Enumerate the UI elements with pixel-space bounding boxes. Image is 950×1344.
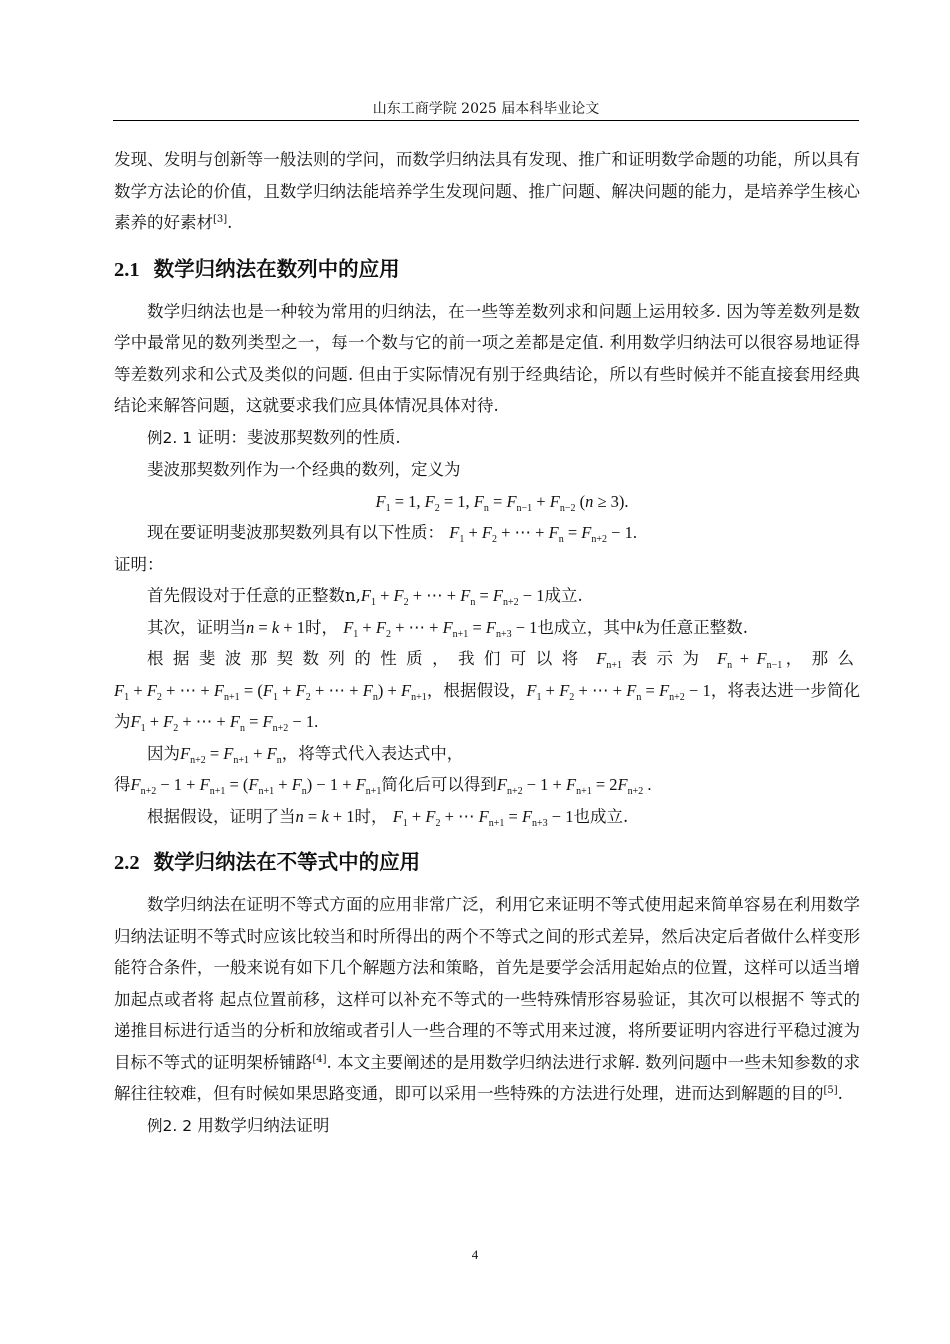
step-2-text-d: 为任意正整数. (643, 617, 748, 637)
step-6-text-a: 根据假设，证明了当 (147, 806, 296, 826)
citation: [4] (312, 1053, 327, 1065)
step-4-text-a: 因为 (147, 743, 180, 763)
section-number: 2.1 (114, 258, 140, 281)
step-5-text-a: 得 (114, 775, 131, 794)
step-6-text-c: 也成立. (573, 806, 629, 826)
section-heading-2-2 (114, 846, 860, 879)
step-3-text-c: ，那么 (782, 649, 861, 668)
section-number: 2.2 (114, 852, 140, 874)
step-5-equation-a: $F_{n+2} - 1 + F_{n+1} = (F_{n+1} + F_n) - 1 + F_{n+1}$ (130, 775, 382, 797)
step-2-text-a: 其次，证明当 (147, 617, 246, 637)
intro-end: . (227, 213, 233, 232)
definition-intro: 斐波那契数列作为一个经典的数列，定义为 (147, 460, 461, 479)
step-2-text-c: 也成立，其中 (537, 617, 637, 637)
step-3-equation-c: $F_1 + F_2$ + ⋯ + $F_n = F_{n+2} - 1$. (130, 712, 319, 734)
page-header: 山东工商学院 2025 届本科毕业论文 (372, 101, 600, 117)
inductive-hypothesis-equation: $F_1 + F_2$ + ⋯ + $F_n = F_{n+2} - 1$ (360, 586, 545, 608)
step-3-equation-a: $F_1 + F_2$ + ⋯ + $F_{n+1} = (F_1 + F_2$ + ⋯ + $F_n) + F_{n+1}$ (114, 680, 427, 703)
fibonacci-definition-equation: $F_1 = 1$, $F_2 = 1$, $F_n = F_{n-1} + F_{n-2}$ (n ≥ 3). (375, 491, 629, 514)
proof-step-6: 根据假设，证明了当n = k + 1时， $F_1 + F_2$ + ⋯ $F_{n+1} = F_{n+3} - 1$也成立. (147, 806, 629, 829)
section-title: 数学归纳法在不等式中的应用 (153, 850, 421, 874)
step-1-text: 首先假设对于任意的正整数n, (147, 586, 361, 605)
step-5-equation-b: $F_{n+2} - 1 + F_{n+1} = 2F_{n+2}$ . (496, 775, 652, 797)
proof-step-3: 根据斐波那契数列的性质，我们可以将 $F_{n+1}$ 表示为 $F_n + F_{n-1}$，那么 $F_1 + F_2$ + ⋯ + $F_{n+1} = (F_1 + F_2$ + ⋯ + $F_n) + F_{n+1}$，根据假设，$F_1 + F_2$ + ⋯ + $F_n = F_{n+2} - 1$，将表达进一步简化为$F_1 + F_2$ + ⋯ + $F_n = F_{n+2} - 1$. (114, 649, 861, 734)
citation: [3] (213, 214, 228, 225)
step-6-equation: $F_1 + F_2$ + ⋯ $F_{n+1} = F_{n+3} - 1$ (392, 806, 574, 829)
step-3-text-d: ，根据假设， (426, 680, 527, 700)
step-1-end: 成立. (544, 586, 583, 605)
property-statement (114, 517, 860, 549)
step-4-equation: $F_{n+2} = F_{n+1} + F_n$ (180, 743, 282, 766)
proof-step-1 (114, 580, 860, 612)
step-2-equation: $F_1 + F_2$ + ⋯ + $F_{n+1} = F_{n+3} - 1$ (343, 617, 538, 640)
step-3-text-a: 根据斐波那契数列的性质，我们可以将 (147, 649, 588, 668)
step-2-text-b: 时， (304, 617, 338, 637)
section-2-1-paragraph: 数学归纳法也是一种较为常用的归纳法，在一些等差数列求和问题上运用较多. 因为等差数列是数学中最常见的数列类型之一，每一个数与它的前一项之差都是定值. 利用数学归纳法可以很容易地证得等差数列求和公式及类似的问题. 但由于实际情况有别于经典结论，所以有些时候并不能直接套用经典结论来解答问题，这就要求我们应具体情况具体对待. (114, 301, 860, 415)
example-label: 例2. 2 (147, 1116, 193, 1135)
example-text: 用数学归纳法证明 (197, 1115, 330, 1135)
section-2-2-paragraph (114, 889, 860, 1110)
proof-step-2: 其次，证明当n = k + 1时， $F_1 + F_2$ + ⋯ + $F_{n+1} = F_{n+3} - 1$也成立，其中k为任意正整数. (147, 617, 748, 640)
step-5-text-b: 简化后可以得到 (381, 775, 497, 794)
step-6-text-b: 时， (354, 806, 388, 826)
header-rule (113, 120, 859, 121)
intro-paragraph (114, 144, 860, 239)
step-3-text-b: 表示为 (630, 649, 709, 668)
proof-step-5 (114, 769, 860, 801)
paragraph-end: . (837, 1084, 843, 1103)
example-label: 例2. 1 (147, 428, 193, 447)
example-2-2 (114, 1110, 860, 1143)
example-2-1 (114, 422, 860, 455)
citation: [5] (823, 1085, 838, 1096)
section-title: 数学归纳法在数列中的应用 (153, 256, 400, 281)
proof-label: 证明： (114, 554, 164, 574)
intro-text: 发现、发明与创新等一般法则的学问，而数学归纳法具有发现、推广和证明数学命题的功能，所以具有数学方法论的价值，且数学归纳法能培养学生发现问题、推广问题、解决问题的能力，是培养学生核心素养的好素材 (114, 150, 860, 232)
page-number: 4 (471, 1247, 479, 1262)
proof-step-4 (114, 738, 860, 770)
property-intro: 现在要证明斐波那契数列具有以下性质： (147, 523, 444, 542)
step-4-text-b: ，将等式代入表达式中， (281, 743, 464, 763)
step-3-text-e: ，将表达进一步简化为 (114, 680, 861, 731)
page-body (114, 144, 860, 1142)
step-3-equation-b: $F_1 + F_2$ + ⋯ + $F_n = F_{n+2} - 1$ (526, 680, 711, 703)
section-heading-2-1 (114, 253, 860, 286)
paragraph-text-a: 数学归纳法在证明不等式方面的应用非常广泛，利用它来证明不等式使用起来简单容易在利用数学归纳法证明不等式时应该比较当和时所得出的两个不等式之间的形式差异，然后决定后者做什么样变形能符合条件，一般来说有如下几个解题方法和策略，首先是要学会活用起始点的位置，这样可以适当增加起点或者将 起点位置前移，这样可以补充不等式的一些特殊情形容易验证，其次可以根据不 等式的递推目标进行适当的分析和放缩或者引人一些合理的不等式用来过渡，将所要证明内容进行平稳过渡为目标不等式的证明架桥铺路 (114, 895, 860, 1072)
example-text: 证明：斐波那契数列的性质. (197, 427, 401, 447)
property-equation: $F_1 + F_2$ + ⋯ + $F_n = F_{n+2} - 1$. (449, 523, 637, 545)
paragraph-text-b: . 本文主要阐述的是用数学归纳法进行求解. 数列问题中一些未知参数的求解往往较难，但有时候如果思路变通，即可以采用一些特殊的方法进行处理，进而达到解题的目的 (114, 1052, 861, 1103)
